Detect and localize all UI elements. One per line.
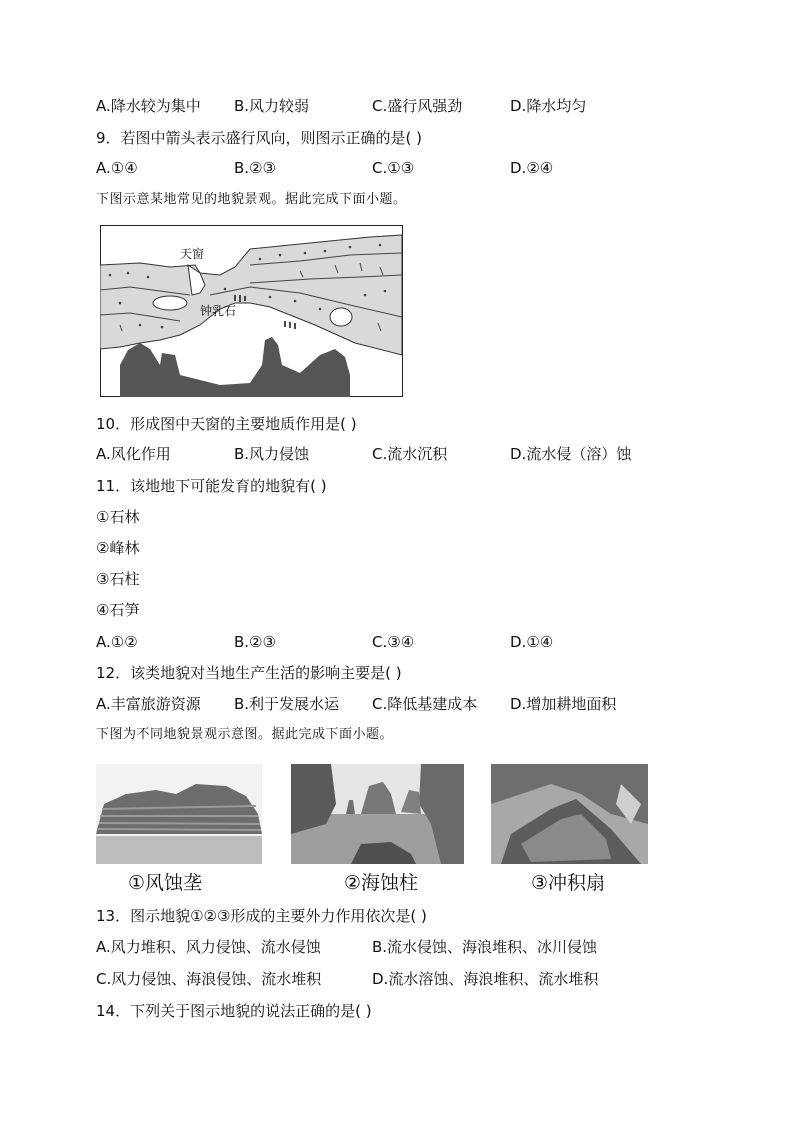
q9-option-a: A.①④: [96, 159, 138, 177]
caption-alluvial-fan: ③冲积扇: [531, 872, 606, 894]
q11-item-2: ②峰林: [96, 539, 140, 557]
q12-option-a: A.丰富旅游资源: [96, 695, 201, 713]
q8-option-a: A.降水较为集中: [96, 97, 201, 115]
q11-option-b: B.②③: [234, 633, 276, 651]
q11-option-d: D.①④: [510, 633, 554, 651]
caption-sea-stack: ②海蚀柱: [344, 872, 419, 894]
photo-alluvial-fan: [491, 764, 648, 864]
q13-option-d: D.流水溶蚀、海浪堆积、流水堆积: [372, 970, 599, 988]
q9-option-d: D.②④: [510, 159, 554, 177]
q14-stem: 14．下列关于图示地貌的说法正确的是( ): [96, 1002, 372, 1020]
caption-wind-erosion-ridge: ①风蚀垄: [128, 872, 203, 894]
q12-option-b: B.利于发展水运: [234, 695, 340, 713]
photo-sea-stack: [291, 764, 464, 864]
intro-karst: 下图示意某地常见的地貌景观。据此完成下面小题。: [96, 192, 407, 207]
q13-stem: 13．图示地貌①②③形成的主要外力作用依次是( ): [96, 907, 427, 925]
q8-option-c: C.盛行风强劲: [372, 97, 463, 115]
q8-option-b: B.风力较弱: [234, 97, 310, 115]
q10-option-a: A.风化作用: [96, 445, 171, 463]
q12-option-c: C.降低基建成本: [372, 695, 478, 713]
q11-stem: 11．该地地下可能发育的地貌有( ): [96, 477, 327, 495]
q11-item-1: ①石林: [96, 508, 140, 526]
photo-wind-erosion-ridge: [96, 764, 262, 864]
q11-item-3: ③石柱: [96, 570, 140, 588]
label-stalactite: 钟乳石: [200, 304, 237, 318]
q12-option-d: D.增加耕地面积: [510, 695, 617, 713]
q12-stem: 12．该类地貌对当地生产生活的影响主要是( ): [96, 664, 402, 682]
q13-option-c: C.风力侵蚀、海浪侵蚀、流水堆积: [96, 970, 322, 988]
q8-option-d: D.降水均匀: [510, 97, 587, 115]
q13-option-a: A.风力堆积、风力侵蚀、流水侵蚀: [96, 938, 321, 956]
q9-stem: 9．若图中箭头表示盛行风向，则图示正确的是( ): [96, 129, 423, 147]
q11-option-c: C.③④: [372, 633, 415, 651]
q13-option-b: B.流水侵蚀、海浪堆积、冰川侵蚀: [372, 938, 598, 956]
q9-option-b: B.②③: [234, 159, 276, 177]
label-skylight: 天窗: [180, 247, 205, 261]
q10-option-d: D.流水侵（溶）蚀: [510, 445, 632, 463]
q11-item-4: ④石笋: [96, 601, 140, 619]
q10-stem: 10．形成图中天窗的主要地质作用是( ): [96, 415, 357, 433]
intro-landforms: 下图为不同地貌景观示意图。据此完成下面小题。: [96, 727, 394, 742]
q9-option-c: C.①③: [372, 159, 415, 177]
karst-cave-diagram: [100, 225, 403, 397]
q10-option-c: C.流水沉积: [372, 445, 448, 463]
q11-option-a: A.①②: [96, 633, 138, 651]
q10-option-b: B.风力侵蚀: [234, 445, 310, 463]
